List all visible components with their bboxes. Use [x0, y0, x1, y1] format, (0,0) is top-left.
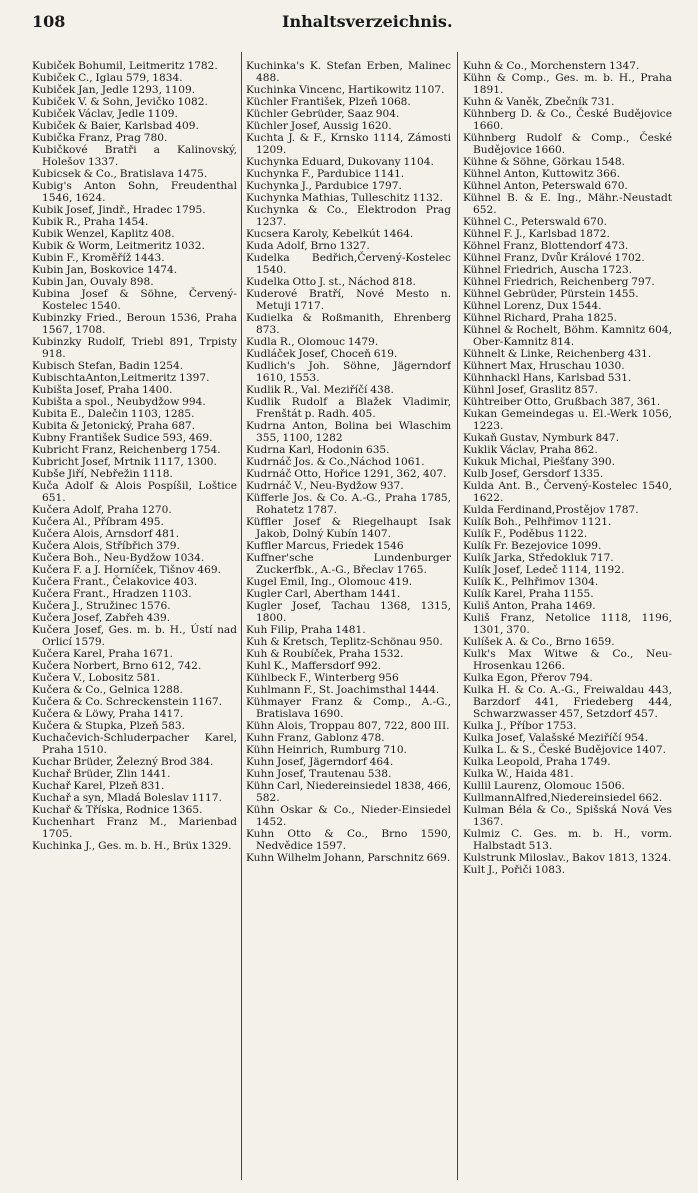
- index-column-3: [463, 60, 672, 1180]
- index-entry: Kubicsek & Co., Bratislava 1475.: [32, 168, 208, 180]
- index-entry: Kulb Josef, Gersdorf 1335.: [463, 468, 604, 480]
- index-entry: Kuchta J. & F., Krnsko 1114, Zámosti 1209.: [246, 132, 451, 156]
- page-header: [0, 0, 698, 40]
- index-entry: Kulka J., Příbor 1753.: [463, 720, 577, 732]
- index-entry: Kuhn Otto & Co., Brno 1590, Nedvědice 1597.: [246, 828, 451, 852]
- index-entry: Kuchař Brüder, Zlin 1441.: [32, 768, 171, 780]
- index-entry: Kučera Alois, Arnsdorf 481.: [32, 528, 180, 540]
- index-entry: Kučera Karel, Praha 1671.: [32, 648, 173, 660]
- index-entry: Kulda Ant. B., Červený-Kostelec 1540, 1622.: [463, 480, 672, 504]
- index-entry: Kuchinka's K. Stefan Erben, Malinec 488.: [246, 60, 451, 84]
- index-entry: Kuh & Roubíček, Praha 1532.: [246, 648, 404, 660]
- index-entry: Kukaň Gustav, Nymburk 847.: [463, 432, 620, 444]
- index-entry: Kučera & Co. Schreckenstein 1167.: [32, 696, 222, 708]
- index-entry: Kuhl K., Maffersdorf 992.: [246, 660, 382, 672]
- index-entry: Kubricht Franz, Reichenberg 1754.: [32, 444, 221, 456]
- index-entry: Kubisch Stefan, Badin 1254.: [32, 360, 184, 372]
- index-entry: Kubita E., Dalečin 1103, 1285.: [32, 408, 195, 420]
- index-entry: KullmannAlfred,Niedereinsiedel 662.: [463, 792, 663, 804]
- index-entry: Kubinzky Fried., Beroun 1536, Praha 1567, 1708.: [32, 312, 237, 336]
- page-number: 108: [32, 12, 66, 31]
- index-entry: Kulka H. & Co. A.-G., Freiwaldau 443, Barzdorf 441, Friedeberg 444, Schwarzwasser 457, Setzdorf 457.: [463, 684, 672, 720]
- index-entry: Kubičkové Bratři a Kalinovský, Holešov 1337.: [32, 144, 237, 168]
- index-column-2: [246, 60, 451, 1180]
- index-entry: Kulman Béla & Co., Spišská Nová Ves 1367.: [463, 804, 672, 828]
- index-entry: Kudláček Josef, Choceň 619.: [246, 348, 398, 360]
- index-entry: Kulka W., Haida 481.: [463, 768, 574, 780]
- index-entry: Kühnel F. J., Karlsbad 1872.: [463, 228, 610, 240]
- index-entry: Kubiček V. & Sohn, Jevičko 1082.: [32, 96, 208, 108]
- index-entry: Kult J., Pořiči 1083.: [463, 864, 566, 876]
- index-entry: Kulík Jarka, Středokluk 717.: [463, 552, 614, 564]
- index-entry: Kühlbeck F., Winterberg 956: [246, 672, 399, 684]
- index-entry: Kuhn Josef, Jägerndorf 464.: [246, 756, 394, 768]
- index-entry: Kučera Norbert, Brno 612, 742.: [32, 660, 202, 672]
- index-entry: Kühn Heinrich, Rumburg 710.: [246, 744, 407, 756]
- index-entry: Kuhn Franz, Gablonz 478.: [246, 732, 385, 744]
- index-entry: Kühnel Gebrüder, Pürstein 1455.: [463, 288, 639, 300]
- index-entry: Kučera F. a J. Horníček, Tišnov 469.: [32, 564, 222, 576]
- index-entry: Kullil Laurenz, Olomouc 1506.: [463, 780, 625, 792]
- index-entry: Kühnhackl Hans, Karlsbad 531.: [463, 372, 632, 384]
- index-entry: Kuhn Wilhelm Johann, Parschnitz 669.: [246, 852, 451, 864]
- index-entry: Kühnberg D. & Co., České Budějovice 1660.: [463, 108, 672, 132]
- index-entry: Kudelka Otto J. st., Náchod 818.: [246, 276, 416, 288]
- index-entry: Kubišta Josef, Praha 1400.: [32, 384, 173, 396]
- index-entry: Kučera Frant., Čelakovice 403.: [32, 576, 198, 588]
- index-entry: Kubricht Josef, Mrtnik 1117, 1300.: [32, 456, 217, 468]
- index-entry: Kulka Egon, Přerov 794.: [463, 672, 593, 684]
- index-entry: Kuchař Karel, Plzeň 831.: [32, 780, 165, 792]
- index-entry: Kučera Alois, Stříbřich 379.: [32, 540, 180, 552]
- index-entry: Kubiček Bohumil, Leitmeritz 1782.: [32, 60, 218, 72]
- index-entry: Kubik Wenzel, Kaplitz 408.: [32, 228, 175, 240]
- index-entry: Kubin Jan, Boskovice 1474.: [32, 264, 178, 276]
- running-title: Inhaltsverzeichnis.: [282, 12, 453, 31]
- index-entry: Kučera & Stupka, Plzeň 583.: [32, 720, 185, 732]
- index-entry: Kuchynka J., Pardubice 1797.: [246, 180, 402, 192]
- index-entry: Kukan Gemeindegas u. El.-Werk 1056, 1223.: [463, 408, 672, 432]
- index-entry: Kuliš Anton, Praha 1469.: [463, 600, 596, 612]
- index-entry: Kuh & Kretsch, Teplitz-Schönau 950.: [246, 636, 443, 648]
- index-entry: Kuhn & Vaněk, Zbečník 731.: [463, 96, 615, 108]
- index-entry: Kudla R., Olomouc 1479.: [246, 336, 379, 348]
- index-entry: Kühnelt & Linke, Reichenberg 431.: [463, 348, 652, 360]
- index-entry: Kühnel Lorenz, Dux 1544.: [463, 300, 602, 312]
- index-entry: Kühn Oskar & Co., Nieder-Einsiedel 1452.: [246, 804, 451, 828]
- index-entry: Kuchačevich-Schluderpacher Karel, Praha 1510.: [32, 732, 237, 756]
- index-entry: Kuchař & Tříska, Rodnice 1365.: [32, 804, 203, 816]
- index-entry: Kulík Karel, Praha 1155.: [463, 588, 594, 600]
- index-entry: Kulka Leopold, Praha 1749.: [463, 756, 611, 768]
- index-entry: Kulka Josef, Valašské Meziříčí 954.: [463, 732, 649, 744]
- index-entry: Kühnel B. & E. Ing., Mähr.-Neustadt 652.: [463, 192, 672, 216]
- index-entry: Kubik & Worm, Leitmeritz 1032.: [32, 240, 205, 252]
- index-entry: Kuhlmann F., St. Joachimsthal 1444.: [246, 684, 440, 696]
- index-entry: Kulda Ferdinand,Prostějov 1787.: [463, 504, 639, 516]
- index-entry: Kubina Josef & Söhne, Červený-Kostelec 1540.: [32, 288, 237, 312]
- index-entry: Kuchař a syn, Mladá Boleslav 1117.: [32, 792, 222, 804]
- index-entry: Kubše Jiří, Nebřežin 1118.: [32, 468, 173, 480]
- index-entry: Kubinzky Rudolf, Triebl 891, Trpisty 918.: [32, 336, 237, 360]
- index-entry: Kudelka Bedřich,Červený-Kostelec 1540.: [246, 252, 451, 276]
- index-entry: Kučera V., Lobositz 581.: [32, 672, 161, 684]
- index-column-1: [32, 60, 237, 1180]
- index-entry: Kuda Adolf, Brno 1327.: [246, 240, 370, 252]
- index-columns: [32, 60, 672, 1180]
- index-entry: Kühnberg Rudolf & Comp., České Budějovice 1660.: [463, 132, 672, 156]
- index-entry: Kučera Boh., Neu-Bydžow 1034.: [32, 552, 205, 564]
- index-entry: Kuchynka Mathias, Tulleschitz 1132.: [246, 192, 443, 204]
- index-entry: Kuh Filip, Praha 1481.: [246, 624, 366, 636]
- index-entry: Kubiček Václav, Jedle 1109.: [32, 108, 178, 120]
- index-entry: Kuchenhart Franz M., Marienbad 1705.: [32, 816, 237, 840]
- index-entry: Kuchynka & Co., Elektrodon Prag 1237.: [246, 204, 451, 228]
- index-entry: Kugler Carl, Abertham 1441.: [246, 588, 401, 600]
- index-entry: Kulmiz C. Ges. m. b. H., vorm. Halbstadt 513.: [463, 828, 672, 852]
- index-entry: Kuchynka Eduard, Dukovany 1104.: [246, 156, 434, 168]
- index-entry: Kuchar Brüder, Železný Brod 384.: [32, 756, 214, 768]
- index-entry: Kudlich's Joh. Söhne, Jägerndorf 1610, 1553.: [246, 360, 451, 384]
- index-entry: Kudrna Karl, Hodonin 635.: [246, 444, 390, 456]
- index-entry: Kubik Josef, Jindř., Hradec 1795.: [32, 204, 206, 216]
- index-entry: Kulík F., Poděbus 1122.: [463, 528, 588, 540]
- index-entry: Küfferle Jos. & Co. A.-G., Praha 1785, Rohatetz 1787.: [246, 492, 451, 516]
- index-entry: Kühnel Friedrich, Auscha 1723.: [463, 264, 633, 276]
- index-entry: Kubiček Jan, Jedle 1293, 1109.: [32, 84, 196, 96]
- index-entry: Kühne & Söhne, Görkau 1548.: [463, 156, 626, 168]
- index-entry: Kuderové Bratří, Nové Mesto n. Metuji 1717.: [246, 288, 451, 312]
- index-entry: Küchler František, Plzeň 1068.: [246, 96, 411, 108]
- index-entry: Kühtreiber Otto, Grußbach 387, 361.: [463, 396, 661, 408]
- index-entry: Kudrnáč Otto, Hořice 1291, 362, 407.: [246, 468, 447, 480]
- index-entry: Kudrna Anton, Bolina bei Wlaschim 355, 1100, 1282: [246, 420, 451, 444]
- index-entry: Kučera Frant., Hradzen 1103.: [32, 588, 192, 600]
- index-entry: Kučera Josef, Zabřeh 439.: [32, 612, 171, 624]
- index-entry: Kubička Franz, Prag 780.: [32, 132, 168, 144]
- index-entry: Kučera & Co., Gelnica 1288.: [32, 684, 183, 696]
- index-entry: Kühnel Anton, Kuttowitz 366.: [463, 168, 620, 180]
- index-entry: Kuchinka Vincenc, Hartikowitz 1107.: [246, 84, 445, 96]
- index-entry: Kulík Fr. Bezejovice 1099.: [463, 540, 602, 552]
- index-entry: Küchler Josef, Aussig 1620.: [246, 120, 392, 132]
- index-entry: Kulík K., Pelhřimov 1304.: [463, 576, 599, 588]
- index-entry: Kugler Josef, Tachau 1368, 1315, 1800.: [246, 600, 451, 624]
- index-entry: Kuliš Franz, Netolice 1118, 1196, 1301, 370.: [463, 612, 672, 636]
- index-entry: Kühn Carl, Niedereinsiedel 1838, 466, 582.: [246, 780, 451, 804]
- index-entry: Kühnel Anton, Peterswald 670.: [463, 180, 628, 192]
- index-entry: Kucsera Karoly, Kebelkút 1464.: [246, 228, 414, 240]
- index-entry: Kudlik Rudolf a Blažek Vladimir, Frenštát p. Radh. 405.: [246, 396, 451, 420]
- index-entry: Kuhn & Co., Morchenstern 1347.: [463, 60, 640, 72]
- index-entry: Kubik R., Praha 1454.: [32, 216, 149, 228]
- index-entry: Küffler Josef & Riegelhaupt Isak Jakob, Dolný Kubín 1407.: [246, 516, 451, 540]
- index-entry: Kudrnáč V., Neu-Bydžow 937.: [246, 480, 404, 492]
- index-entry: Kühnel Richard, Praha 1825.: [463, 312, 618, 324]
- index-entry: Kučera Al., Příbram 495.: [32, 516, 164, 528]
- index-entry: Kučera Adolf, Praha 1270.: [32, 504, 172, 516]
- index-entry: Kudlik R., Val. Meziříčí 438.: [246, 384, 394, 396]
- index-entry: Kuffler Marcus, Friedek 1546: [246, 540, 404, 552]
- index-entry: Kühn & Comp., Ges. m. b. H., Praha 1891.: [463, 72, 672, 96]
- index-entry: Kulk's Max Witwe & Co., Neu-Hrosenkau 1266.: [463, 648, 672, 672]
- index-entry: Kühnel & Rochelt, Böhm. Kamnitz 604, Ober-Kamnitz 814.: [463, 324, 672, 348]
- index-entry: Kugel Emil, Ing., Olomouc 419.: [246, 576, 413, 588]
- index-entry: Kuča Adolf & Alois Pospíšil, Loštice 651.: [32, 480, 237, 504]
- index-entry: Kuklik Václav, Praha 862.: [463, 444, 598, 456]
- index-entry: Kühnel Friedrich, Reichenberg 797.: [463, 276, 655, 288]
- index-entry: Kudrnáč Jos. & Co.,Náchod 1061.: [246, 456, 425, 468]
- index-entry: Kučera J., Stružinec 1576.: [32, 600, 171, 612]
- index-entry: Kubiček & Baier, Karlsbad 409.: [32, 120, 199, 132]
- index-entry: Kubin F., Kroměříž 1443.: [32, 252, 165, 264]
- index-entry: Kučera & Löwy, Praha 1417.: [32, 708, 184, 720]
- index-entry: Kubny František Sudice 593, 469.: [32, 432, 213, 444]
- index-entry: Kühnel C., Peterswald 670.: [463, 216, 607, 228]
- index-entry: Küchler Gebrüder, Saaz 904.: [246, 108, 400, 120]
- index-entry: Kubin Jan, Ouvaly 898.: [32, 276, 154, 288]
- index-entry: Kühn Alois, Troppau 807, 722, 800 III.: [246, 720, 450, 732]
- index-entry: KubischtaAnton,Leitmeritz 1397.: [32, 372, 210, 384]
- index-entry: Kubita & Jetonický, Praha 687.: [32, 420, 196, 432]
- index-entry: Kulík Josef, Ledeč 1114, 1192.: [463, 564, 625, 576]
- index-entry: Kulstrunk Miloslav., Bakov 1813, 1324.: [463, 852, 672, 864]
- index-entry: Kühmayer Franz & Comp., A.-G., Bratislava 1690.: [246, 696, 451, 720]
- index-entry: Kulík Boh., Pelhřimov 1121.: [463, 516, 612, 528]
- index-entry: Kuffner'sche Lundenburger Zuckerfbk., A.-G., Břeclav 1765.: [246, 552, 451, 576]
- index-entry: Kuhn Josef, Trautenau 538.: [246, 768, 392, 780]
- index-entry: Kubiček C., Iglau 579, 1834.: [32, 72, 183, 84]
- index-entry: Kühnl Josef, Graslitz 857.: [463, 384, 598, 396]
- index-entry: Kudielka & Roßmanith, Ehrenberg 873.: [246, 312, 451, 336]
- index-entry: Kuchinka J., Ges. m. b. H., Brüx 1329.: [32, 840, 232, 852]
- index-entry: Kukuk Michal, Piešťany 390.: [463, 456, 616, 468]
- index-entry: Kubišta a spol., Neubydžow 994.: [32, 396, 206, 408]
- index-entry: Kühnert Max, Hruschau 1030.: [463, 360, 625, 372]
- index-entry: Kubig's Anton Sohn, Freudenthal 1546, 1624.: [32, 180, 237, 204]
- index-entry: Kuchynka F., Pardubice 1141.: [246, 168, 405, 180]
- index-entry: Kühnel Franz, Dvůr Králové 1702.: [463, 252, 645, 264]
- index-entry: Köhnel Franz, Blottendorf 473.: [463, 240, 629, 252]
- index-entry: Kulka L. & S., České Budějovice 1407.: [463, 744, 667, 756]
- index-entry: Kulíšek A. & Co., Brno 1659.: [463, 636, 615, 648]
- index-entry: Kučera Josef, Ges. m. b. H., Ústí nad Orlicí 1579.: [32, 624, 237, 648]
